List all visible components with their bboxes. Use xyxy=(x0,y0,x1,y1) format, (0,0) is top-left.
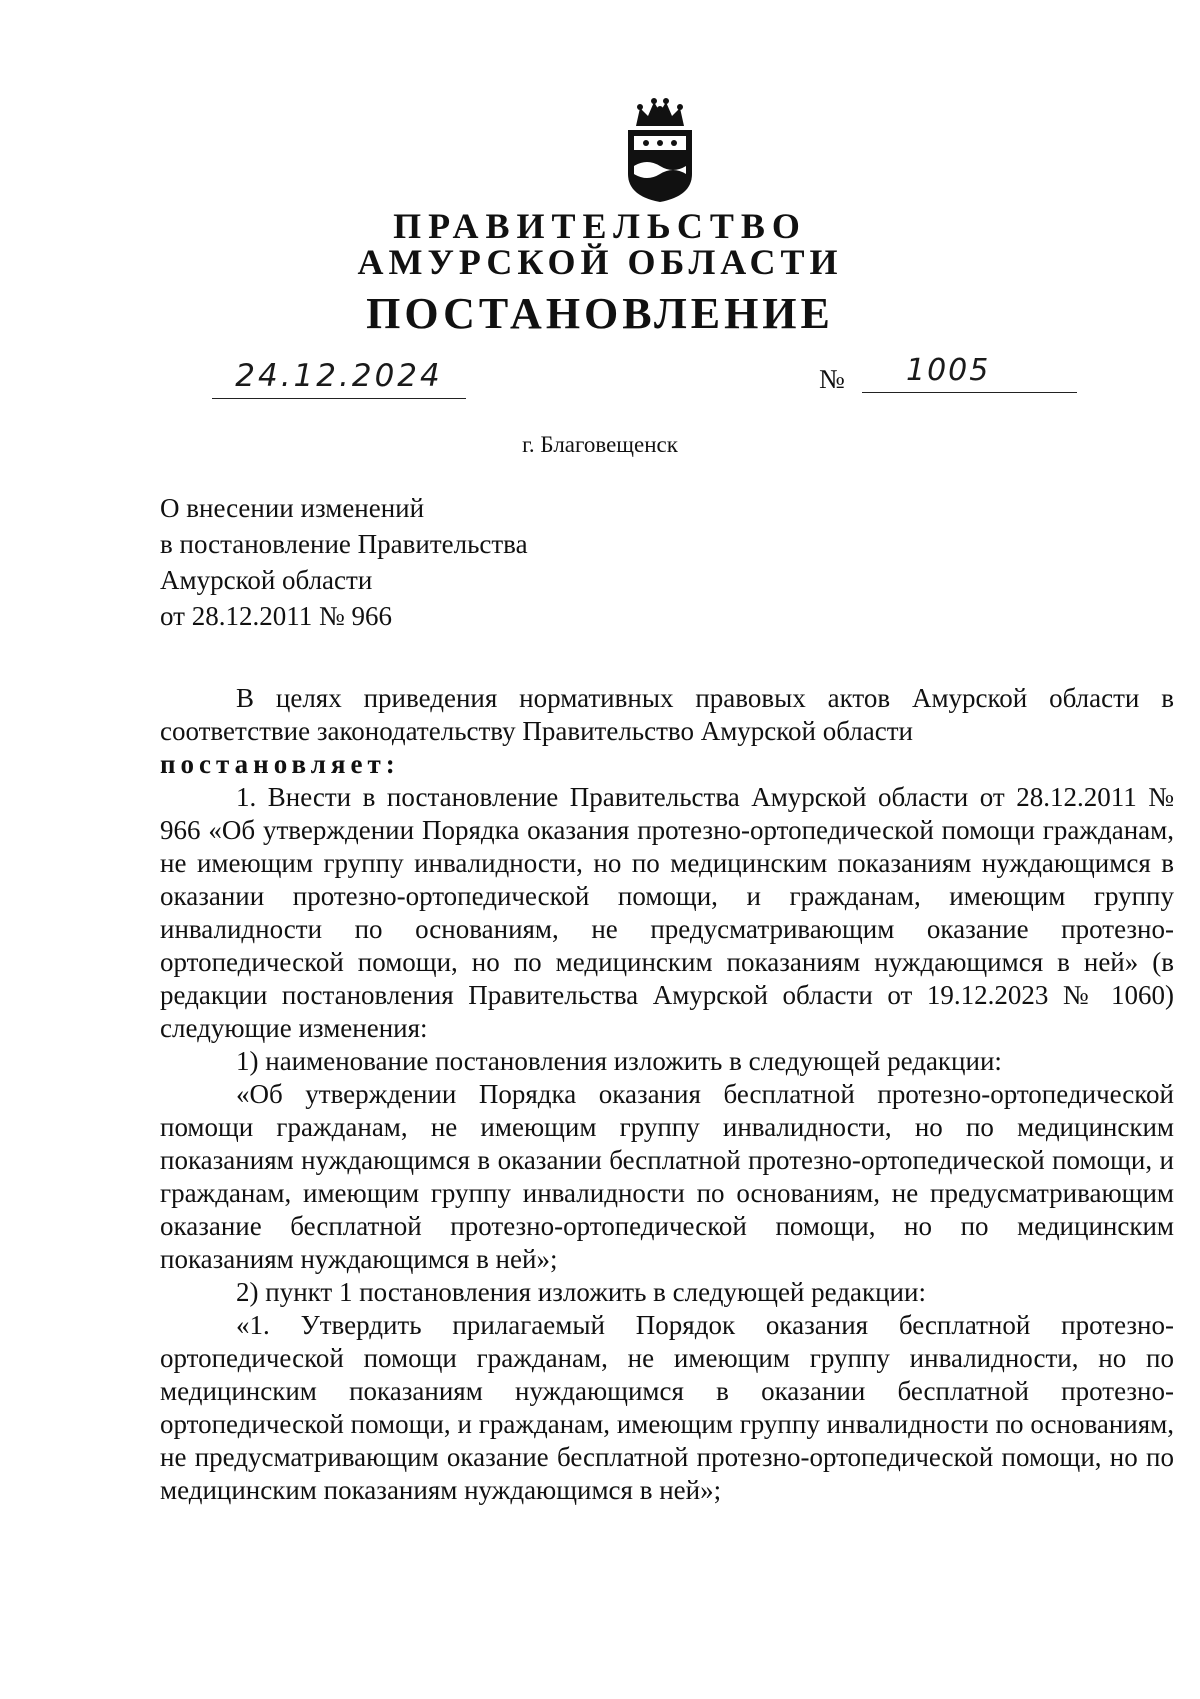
subitem-2-paragraph: 2) пункт 1 постановления изложить в следующей редакции: xyxy=(236,1277,926,1307)
number-label: № xyxy=(819,364,845,394)
resolves-word: постановляет: xyxy=(160,749,400,779)
item-1-paragraph: 1. Внести в постановление Правительства Амурской области от 28.12.2011 № 966 «Об утверждении Порядка оказания протезно-ортопедической помощи гражданам, не имеющим группу инвалидности, но по медицинским показаниям нуждающимся в оказании протезно-ортопедической помощи, и гражданам, имеющим группу инвалидности по основаниям, не предусматривающим оказание протезно-ортопедической помощи, но по медицинским показаниям нуждающимся в ней» (в редакции постановления Правительства Амурской области от 19.12.2023 № 1060) следующие изменения: xyxy=(160,782,1174,1043)
amur-oblast-coat-of-arms-icon xyxy=(622,96,698,204)
resolves-paragraph xyxy=(160,748,1174,781)
document-date-field xyxy=(212,354,466,399)
subitem-2-text-paragraph: «1. Утвердить прилагаемый Порядок оказания бесплатной протезно-ортопедической помощи гражданам, не имеющим группу инвалидности, но по медицинским показаниям нуждающимся в оказании бесплатной протезно-ортопедической помощи, и гражданам, имеющим группу инвалидности по основаниям, не предусматривающим оказание бесплатной протезно-ортопедической помощи, но по медицинским показаниям нуждающимся в ней»; xyxy=(160,1310,1174,1505)
city: г. Благовещенск xyxy=(522,432,678,457)
document-number-field xyxy=(862,352,1077,393)
preamble-paragraph: В целях приведения нормативных правовых актов Амурской области в соответствие законодательству Правительство Амурской области xyxy=(160,683,1174,746)
government-title-line1: ПРАВИТЕЛЬСТВО xyxy=(393,206,807,246)
subject-line: О внесении изменений xyxy=(160,493,425,523)
document-type: ПОСТАНОВЛЕНИЕ xyxy=(366,289,834,338)
document-subject xyxy=(160,490,528,634)
subject-line: в постановление Правительства xyxy=(160,529,528,559)
document-body xyxy=(160,682,1174,1507)
subitem-1-text-paragraph: «Об утверждении Порядка оказания бесплатной протезно-ортопедической помощи гражданам, не имеющим группу инвалидности, но по медицинским показаниям нуждающимся в оказании бесплатной протезно-ортопедической помощи, и гражданам, имеющим группу инвалидности по основаниям, не предусматривающим оказание бесплатной протезно-ортопедической помощи, но по медицинским показаниям нуждающимся в ней»; xyxy=(160,1079,1174,1274)
government-title-line2: АМУРСКОЙ ОБЛАСТИ xyxy=(357,242,843,282)
document-number: 1005 xyxy=(906,353,991,388)
subitem-1-paragraph: 1) наименование постановления изложить в следующей редакции: xyxy=(236,1046,1002,1076)
subject-line: от 28.12.2011 № 966 xyxy=(160,601,392,631)
subject-line: Амурской области xyxy=(160,565,373,595)
document-date: 24.12.2024 xyxy=(235,358,443,394)
